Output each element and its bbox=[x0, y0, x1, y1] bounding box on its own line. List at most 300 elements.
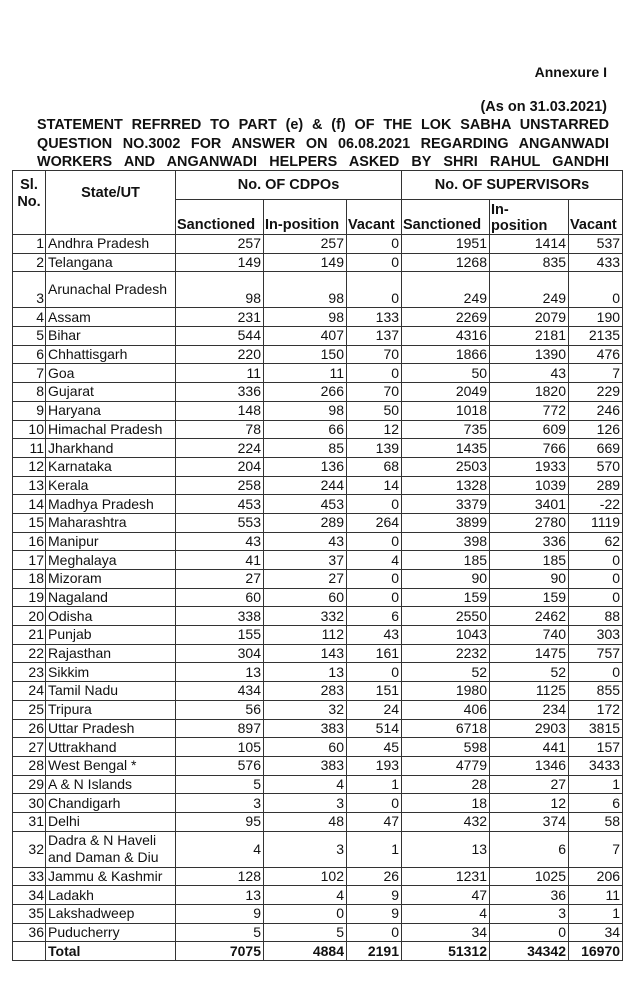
table-row bbox=[13, 719, 623, 738]
cell-sup-sanctioned: 4 bbox=[402, 905, 490, 924]
cell-cdpo-vacant: 133 bbox=[347, 308, 402, 327]
cell-sup-vacant: 229 bbox=[569, 383, 623, 402]
cell-sup-vacant: 570 bbox=[569, 457, 623, 476]
cell-sl-no: 4 bbox=[13, 308, 46, 327]
cell-sup-sanctioned: 4316 bbox=[402, 327, 490, 346]
table-row bbox=[13, 607, 623, 626]
cell-sl-no: 2 bbox=[13, 253, 46, 272]
header-sup-vacant: Vacant bbox=[569, 200, 623, 235]
cell-sup-sanctioned: 1328 bbox=[402, 476, 490, 495]
cell-cdpo-sanctioned: 9 bbox=[176, 905, 264, 924]
table-row bbox=[13, 253, 623, 272]
total-sup-in-position: 34342 bbox=[490, 942, 569, 961]
total-label: Total bbox=[46, 942, 176, 961]
table-row bbox=[13, 439, 623, 458]
cell-cdpo-in-position: 60 bbox=[264, 588, 347, 607]
cell-cdpo-in-position: 98 bbox=[264, 308, 347, 327]
cell-cdpo-in-position: 112 bbox=[264, 626, 347, 645]
cell-state: Himachal Pradesh bbox=[46, 420, 176, 439]
cell-cdpo-sanctioned: 258 bbox=[176, 476, 264, 495]
cell-cdpo-vacant: 0 bbox=[347, 272, 402, 308]
header-cdpo-group: No. OF CDPOs bbox=[176, 171, 402, 200]
table-row bbox=[13, 588, 623, 607]
cell-cdpo-in-position: 266 bbox=[264, 383, 347, 402]
cell-cdpo-in-position: 143 bbox=[264, 644, 347, 663]
cell-sup-sanctioned: 1435 bbox=[402, 439, 490, 458]
cell-cdpo-in-position: 37 bbox=[264, 551, 347, 570]
cell-sup-in-position: 2462 bbox=[490, 607, 569, 626]
cell-cdpo-vacant: 70 bbox=[347, 383, 402, 402]
cell-state: Punjab bbox=[46, 626, 176, 645]
cell-cdpo-in-position: 60 bbox=[264, 738, 347, 757]
cell-sup-sanctioned: 13 bbox=[402, 831, 490, 867]
cell-cdpo-vacant: 68 bbox=[347, 457, 402, 476]
cell-sup-sanctioned: 398 bbox=[402, 532, 490, 551]
table-row bbox=[13, 700, 623, 719]
cell-sup-sanctioned: 28 bbox=[402, 775, 490, 794]
cell-sup-vacant: 126 bbox=[569, 420, 623, 439]
cell-cdpo-vacant: 9 bbox=[347, 886, 402, 905]
cell-sup-vacant: 190 bbox=[569, 308, 623, 327]
cell-sup-in-position: 766 bbox=[490, 439, 569, 458]
cell-sup-vacant: 34 bbox=[569, 923, 623, 942]
cell-sup-sanctioned: 1268 bbox=[402, 253, 490, 272]
cell-cdpo-sanctioned: 553 bbox=[176, 513, 264, 532]
table-row bbox=[13, 364, 623, 383]
table-row bbox=[13, 886, 623, 905]
cell-sup-vacant: 0 bbox=[569, 663, 623, 682]
cell-sup-in-position: 249 bbox=[490, 272, 569, 308]
table-row bbox=[13, 476, 623, 495]
cell-sup-vacant: 757 bbox=[569, 644, 623, 663]
cell-sup-in-position: 441 bbox=[490, 738, 569, 757]
cell-sup-in-position: 52 bbox=[490, 663, 569, 682]
cell-sup-vacant: 11 bbox=[569, 886, 623, 905]
cell-sup-sanctioned: 735 bbox=[402, 420, 490, 439]
cell-cdpo-vacant: 0 bbox=[347, 495, 402, 514]
cell-sup-in-position: 234 bbox=[490, 700, 569, 719]
cell-sup-vacant: 476 bbox=[569, 345, 623, 364]
total-cdpo-sanctioned: 7075 bbox=[176, 942, 264, 961]
cell-sl-no: 7 bbox=[13, 364, 46, 383]
cell-state: Goa bbox=[46, 364, 176, 383]
cell-sup-sanctioned: 185 bbox=[402, 551, 490, 570]
cell-sl-no: 6 bbox=[13, 345, 46, 364]
cell-cdpo-in-position: 289 bbox=[264, 513, 347, 532]
cell-state: Meghalaya bbox=[46, 551, 176, 570]
table-row bbox=[13, 345, 623, 364]
cell-sup-sanctioned: 50 bbox=[402, 364, 490, 383]
cell-cdpo-vacant: 50 bbox=[347, 401, 402, 420]
cell-state: Gujarat bbox=[46, 383, 176, 402]
cell-sl-no: 31 bbox=[13, 812, 46, 831]
table-row bbox=[13, 682, 623, 701]
cell-cdpo-sanctioned: 336 bbox=[176, 383, 264, 402]
cell-sup-sanctioned: 406 bbox=[402, 700, 490, 719]
cell-cdpo-vacant: 193 bbox=[347, 756, 402, 775]
cell-cdpo-sanctioned: 60 bbox=[176, 588, 264, 607]
table-row bbox=[13, 812, 623, 831]
cell-cdpo-sanctioned: 27 bbox=[176, 570, 264, 589]
cell-sup-in-position: 36 bbox=[490, 886, 569, 905]
cell-sup-sanctioned: 4779 bbox=[402, 756, 490, 775]
cell-sup-in-position: 609 bbox=[490, 420, 569, 439]
cell-cdpo-vacant: 161 bbox=[347, 644, 402, 663]
cell-sup-in-position: 835 bbox=[490, 253, 569, 272]
cell-cdpo-vacant: 137 bbox=[347, 327, 402, 346]
cell-cdpo-vacant: 0 bbox=[347, 588, 402, 607]
cell-sup-vacant: 62 bbox=[569, 532, 623, 551]
cell-cdpo-sanctioned: 257 bbox=[176, 235, 264, 254]
cell-sl-no: 29 bbox=[13, 775, 46, 794]
cell-cdpo-sanctioned: 148 bbox=[176, 401, 264, 420]
cell-cdpo-sanctioned: 897 bbox=[176, 719, 264, 738]
cell-sup-in-position: 740 bbox=[490, 626, 569, 645]
cell-cdpo-vacant: 14 bbox=[347, 476, 402, 495]
cell-state: Tripura bbox=[46, 700, 176, 719]
table-row bbox=[13, 420, 623, 439]
cell-sup-sanctioned: 47 bbox=[402, 886, 490, 905]
cell-state: Jharkhand bbox=[46, 439, 176, 458]
cell-sup-vacant: 303 bbox=[569, 626, 623, 645]
table-row bbox=[13, 383, 623, 402]
cell-cdpo-in-position: 332 bbox=[264, 607, 347, 626]
table-row bbox=[13, 905, 623, 924]
total-row bbox=[13, 942, 623, 961]
cell-cdpo-vacant: 4 bbox=[347, 551, 402, 570]
cell-cdpo-sanctioned: 220 bbox=[176, 345, 264, 364]
cell-cdpo-sanctioned: 231 bbox=[176, 308, 264, 327]
cell-sup-in-position: 27 bbox=[490, 775, 569, 794]
cell-cdpo-in-position: 149 bbox=[264, 253, 347, 272]
cell-cdpo-in-position: 453 bbox=[264, 495, 347, 514]
cell-sup-vacant: 88 bbox=[569, 607, 623, 626]
cell-cdpo-in-position: 98 bbox=[264, 401, 347, 420]
cell-sl-no-empty bbox=[13, 942, 46, 961]
cell-cdpo-in-position: 136 bbox=[264, 457, 347, 476]
cell-state: Telangana bbox=[46, 253, 176, 272]
staffing-table bbox=[12, 170, 623, 961]
cell-sup-in-position: 1346 bbox=[490, 756, 569, 775]
cell-cdpo-in-position: 43 bbox=[264, 532, 347, 551]
cell-sl-no: 32 bbox=[13, 831, 46, 867]
cell-cdpo-in-position: 48 bbox=[264, 812, 347, 831]
cell-sup-vacant: 1119 bbox=[569, 513, 623, 532]
cell-cdpo-in-position: 383 bbox=[264, 719, 347, 738]
cell-cdpo-vacant: 0 bbox=[347, 253, 402, 272]
header-state: State/UT bbox=[46, 171, 176, 235]
cell-cdpo-vacant: 0 bbox=[347, 235, 402, 254]
cell-state: Puducherry bbox=[46, 923, 176, 942]
cell-sl-no: 16 bbox=[13, 532, 46, 551]
cell-state: Karnataka bbox=[46, 457, 176, 476]
cell-sl-no: 14 bbox=[13, 495, 46, 514]
cell-cdpo-vacant: 70 bbox=[347, 345, 402, 364]
cell-cdpo-in-position: 257 bbox=[264, 235, 347, 254]
cell-state: Jammu & Kashmir bbox=[46, 867, 176, 886]
cell-cdpo-in-position: 0 bbox=[264, 905, 347, 924]
cell-state: Arunachal Pradesh bbox=[46, 272, 176, 308]
cell-cdpo-sanctioned: 155 bbox=[176, 626, 264, 645]
cell-sup-sanctioned: 249 bbox=[402, 272, 490, 308]
cell-cdpo-sanctioned: 5 bbox=[176, 923, 264, 942]
cell-sl-no: 23 bbox=[13, 663, 46, 682]
cell-sl-no: 17 bbox=[13, 551, 46, 570]
cell-sup-vacant: 7 bbox=[569, 831, 623, 867]
cell-sup-in-position: 2780 bbox=[490, 513, 569, 532]
cell-cdpo-in-position: 102 bbox=[264, 867, 347, 886]
cell-state: Delhi bbox=[46, 812, 176, 831]
header-sup-sanctioned: Sanctioned bbox=[402, 200, 490, 235]
cell-sup-in-position: 0 bbox=[490, 923, 569, 942]
table-row bbox=[13, 272, 623, 308]
cell-sup-vacant: 58 bbox=[569, 812, 623, 831]
cell-cdpo-vacant: 12 bbox=[347, 420, 402, 439]
cell-sup-sanctioned: 34 bbox=[402, 923, 490, 942]
cell-sl-no: 18 bbox=[13, 570, 46, 589]
cell-cdpo-sanctioned: 41 bbox=[176, 551, 264, 570]
table-row bbox=[13, 570, 623, 589]
cell-cdpo-vacant: 514 bbox=[347, 719, 402, 738]
cell-state: Lakshadweep bbox=[46, 905, 176, 924]
cell-sl-no: 13 bbox=[13, 476, 46, 495]
cell-cdpo-in-position: 4 bbox=[264, 886, 347, 905]
cell-sup-in-position: 159 bbox=[490, 588, 569, 607]
cell-sl-no: 12 bbox=[13, 457, 46, 476]
cell-state: Maharashtra bbox=[46, 513, 176, 532]
cell-state: Bihar bbox=[46, 327, 176, 346]
cell-sup-vacant: 246 bbox=[569, 401, 623, 420]
cell-sup-vacant: 2135 bbox=[569, 327, 623, 346]
header-sup-in-position: In- position bbox=[490, 200, 569, 235]
cell-cdpo-sanctioned: 204 bbox=[176, 457, 264, 476]
cell-sl-no: 24 bbox=[13, 682, 46, 701]
cell-sup-sanctioned: 1231 bbox=[402, 867, 490, 886]
statement-title: STATEMENT REFRRED TO PART (e) & (f) OF THE LOK SABHA UNSTARRED QUESTION NO.3002 FOR ANSWER ON 06.08.2021 REGARDING ANGANWADI WORKERS AND ANGANWADI HELPERS ASKED BY SHRI RAHUL GANDHI bbox=[37, 117, 609, 170]
cell-cdpo-sanctioned: 4 bbox=[176, 831, 264, 867]
table-row bbox=[13, 626, 623, 645]
cell-state: Uttrakhand bbox=[46, 738, 176, 757]
cell-sup-vacant: 0 bbox=[569, 570, 623, 589]
cell-sup-in-position: 1125 bbox=[490, 682, 569, 701]
cell-sup-sanctioned: 159 bbox=[402, 588, 490, 607]
cell-cdpo-sanctioned: 56 bbox=[176, 700, 264, 719]
cell-state: A & N Islands bbox=[46, 775, 176, 794]
cell-sl-no: 34 bbox=[13, 886, 46, 905]
total-cdpo-vacant: 2191 bbox=[347, 942, 402, 961]
cell-sup-vacant: 3433 bbox=[569, 756, 623, 775]
cell-sup-in-position: 336 bbox=[490, 532, 569, 551]
cell-sup-sanctioned: 1018 bbox=[402, 401, 490, 420]
cell-cdpo-sanctioned: 13 bbox=[176, 886, 264, 905]
cell-sl-no: 20 bbox=[13, 607, 46, 626]
cell-sl-no: 11 bbox=[13, 439, 46, 458]
cell-cdpo-sanctioned: 3 bbox=[176, 794, 264, 813]
cell-sup-in-position: 1039 bbox=[490, 476, 569, 495]
cell-sup-in-position: 3401 bbox=[490, 495, 569, 514]
cell-sup-sanctioned: 6718 bbox=[402, 719, 490, 738]
cell-state: Madhya Pradesh bbox=[46, 495, 176, 514]
cell-cdpo-in-position: 407 bbox=[264, 327, 347, 346]
cell-sup-vacant: 206 bbox=[569, 867, 623, 886]
table-row bbox=[13, 457, 623, 476]
cell-state: Haryana bbox=[46, 401, 176, 420]
cell-sup-in-position: 43 bbox=[490, 364, 569, 383]
header-supervisor-group: No. OF SUPERVISORs bbox=[402, 171, 623, 200]
cell-state: Kerala bbox=[46, 476, 176, 495]
cell-cdpo-in-position: 383 bbox=[264, 756, 347, 775]
cell-state: Assam bbox=[46, 308, 176, 327]
cell-cdpo-in-position: 98 bbox=[264, 272, 347, 308]
cell-state: Chandigarh bbox=[46, 794, 176, 813]
cell-cdpo-in-position: 66 bbox=[264, 420, 347, 439]
cell-cdpo-sanctioned: 128 bbox=[176, 867, 264, 886]
table-body bbox=[13, 235, 623, 961]
cell-cdpo-in-position: 32 bbox=[264, 700, 347, 719]
cell-sup-sanctioned: 2232 bbox=[402, 644, 490, 663]
cell-state: Odisha bbox=[46, 607, 176, 626]
cell-sl-no: 30 bbox=[13, 794, 46, 813]
table-row bbox=[13, 532, 623, 551]
cell-sup-in-position: 772 bbox=[490, 401, 569, 420]
cell-sl-no: 25 bbox=[13, 700, 46, 719]
cell-cdpo-in-position: 4 bbox=[264, 775, 347, 794]
cell-sup-in-position: 1414 bbox=[490, 235, 569, 254]
annexure-label: Annexure I bbox=[534, 64, 607, 80]
cell-sl-no: 10 bbox=[13, 420, 46, 439]
cell-cdpo-in-position: 283 bbox=[264, 682, 347, 701]
cell-sup-in-position: 6 bbox=[490, 831, 569, 867]
cell-sup-vacant: 7 bbox=[569, 364, 623, 383]
cell-cdpo-vacant: 9 bbox=[347, 905, 402, 924]
cell-cdpo-vacant: 6 bbox=[347, 607, 402, 626]
cell-sup-sanctioned: 1980 bbox=[402, 682, 490, 701]
cell-sup-vacant: 0 bbox=[569, 551, 623, 570]
cell-sup-vacant: 0 bbox=[569, 588, 623, 607]
cell-cdpo-vacant: 0 bbox=[347, 570, 402, 589]
cell-cdpo-vacant: 0 bbox=[347, 364, 402, 383]
cell-state: Ladakh bbox=[46, 886, 176, 905]
cell-cdpo-sanctioned: 576 bbox=[176, 756, 264, 775]
cell-cdpo-sanctioned: 338 bbox=[176, 607, 264, 626]
cell-state: Manipur bbox=[46, 532, 176, 551]
cell-state: Rajasthan bbox=[46, 644, 176, 663]
cell-cdpo-vacant: 0 bbox=[347, 532, 402, 551]
cell-cdpo-in-position: 3 bbox=[264, 831, 347, 867]
cell-sup-sanctioned: 2049 bbox=[402, 383, 490, 402]
table-row bbox=[13, 644, 623, 663]
cell-sup-in-position: 374 bbox=[490, 812, 569, 831]
cell-cdpo-vacant: 24 bbox=[347, 700, 402, 719]
cell-sup-in-position: 185 bbox=[490, 551, 569, 570]
cell-cdpo-sanctioned: 453 bbox=[176, 495, 264, 514]
cell-sup-in-position: 2079 bbox=[490, 308, 569, 327]
cell-sup-sanctioned: 90 bbox=[402, 570, 490, 589]
cell-cdpo-vacant: 151 bbox=[347, 682, 402, 701]
cell-cdpo-vacant: 26 bbox=[347, 867, 402, 886]
cell-sup-vacant: 855 bbox=[569, 682, 623, 701]
header-cdpo-in-position: In-position bbox=[264, 200, 347, 235]
as-on-date: (As on 31.03.2021) bbox=[480, 99, 607, 115]
cell-sup-sanctioned: 2503 bbox=[402, 457, 490, 476]
cell-cdpo-sanctioned: 78 bbox=[176, 420, 264, 439]
cell-sup-in-position: 2903 bbox=[490, 719, 569, 738]
cell-sup-vacant: 669 bbox=[569, 439, 623, 458]
cell-state: Sikkim bbox=[46, 663, 176, 682]
cell-sl-no: 19 bbox=[13, 588, 46, 607]
cell-cdpo-vacant: 47 bbox=[347, 812, 402, 831]
cell-sup-vacant: 289 bbox=[569, 476, 623, 495]
table-row bbox=[13, 867, 623, 886]
cell-cdpo-in-position: 85 bbox=[264, 439, 347, 458]
cell-state: Andhra Pradesh bbox=[46, 235, 176, 254]
cell-cdpo-in-position: 5 bbox=[264, 923, 347, 942]
table-row bbox=[13, 738, 623, 757]
header-sl-no: Sl. No. bbox=[13, 171, 46, 235]
cell-sup-sanctioned: 2269 bbox=[402, 308, 490, 327]
cell-cdpo-in-position: 13 bbox=[264, 663, 347, 682]
cell-state: Chhattisgarh bbox=[46, 345, 176, 364]
cell-sup-in-position: 1475 bbox=[490, 644, 569, 663]
cell-sl-no: 9 bbox=[13, 401, 46, 420]
cell-sl-no: 36 bbox=[13, 923, 46, 942]
cell-sup-vacant: 172 bbox=[569, 700, 623, 719]
cell-sup-sanctioned: 18 bbox=[402, 794, 490, 813]
cell-sl-no: 21 bbox=[13, 626, 46, 645]
cell-cdpo-sanctioned: 434 bbox=[176, 682, 264, 701]
cell-cdpo-sanctioned: 5 bbox=[176, 775, 264, 794]
cell-sl-no: 8 bbox=[13, 383, 46, 402]
table-row bbox=[13, 663, 623, 682]
cell-state: Mizoram bbox=[46, 570, 176, 589]
cell-sl-no: 22 bbox=[13, 644, 46, 663]
cell-cdpo-sanctioned: 43 bbox=[176, 532, 264, 551]
table-row bbox=[13, 756, 623, 775]
cell-state: Nagaland bbox=[46, 588, 176, 607]
cell-sup-vacant: 1 bbox=[569, 905, 623, 924]
cell-cdpo-sanctioned: 98 bbox=[176, 272, 264, 308]
cell-cdpo-vacant: 139 bbox=[347, 439, 402, 458]
cell-cdpo-sanctioned: 544 bbox=[176, 327, 264, 346]
cell-sup-vacant: 537 bbox=[569, 235, 623, 254]
cell-sup-vacant: -22 bbox=[569, 495, 623, 514]
table-row bbox=[13, 327, 623, 346]
cell-sl-no: 35 bbox=[13, 905, 46, 924]
cell-cdpo-vacant: 45 bbox=[347, 738, 402, 757]
cell-sup-sanctioned: 2550 bbox=[402, 607, 490, 626]
cell-state: Dadra & N Haveli and Daman & Diu bbox=[46, 831, 176, 867]
cell-sl-no: 5 bbox=[13, 327, 46, 346]
cell-sup-sanctioned: 432 bbox=[402, 812, 490, 831]
cell-cdpo-sanctioned: 11 bbox=[176, 364, 264, 383]
cell-cdpo-sanctioned: 149 bbox=[176, 253, 264, 272]
cell-cdpo-vacant: 0 bbox=[347, 923, 402, 942]
table-row bbox=[13, 794, 623, 813]
cell-sup-sanctioned: 598 bbox=[402, 738, 490, 757]
cell-sup-vacant: 433 bbox=[569, 253, 623, 272]
header-cdpo-sanctioned: Sanctioned bbox=[176, 200, 264, 235]
cell-sl-no: 1 bbox=[13, 235, 46, 254]
cell-sup-vacant: 6 bbox=[569, 794, 623, 813]
cell-sup-in-position: 90 bbox=[490, 570, 569, 589]
cell-sl-no: 3 bbox=[13, 272, 46, 308]
cell-sl-no: 28 bbox=[13, 756, 46, 775]
cell-sup-vacant: 1 bbox=[569, 775, 623, 794]
table-row bbox=[13, 235, 623, 254]
cell-sup-in-position: 1025 bbox=[490, 867, 569, 886]
table-row bbox=[13, 308, 623, 327]
cell-sup-sanctioned: 1043 bbox=[402, 626, 490, 645]
